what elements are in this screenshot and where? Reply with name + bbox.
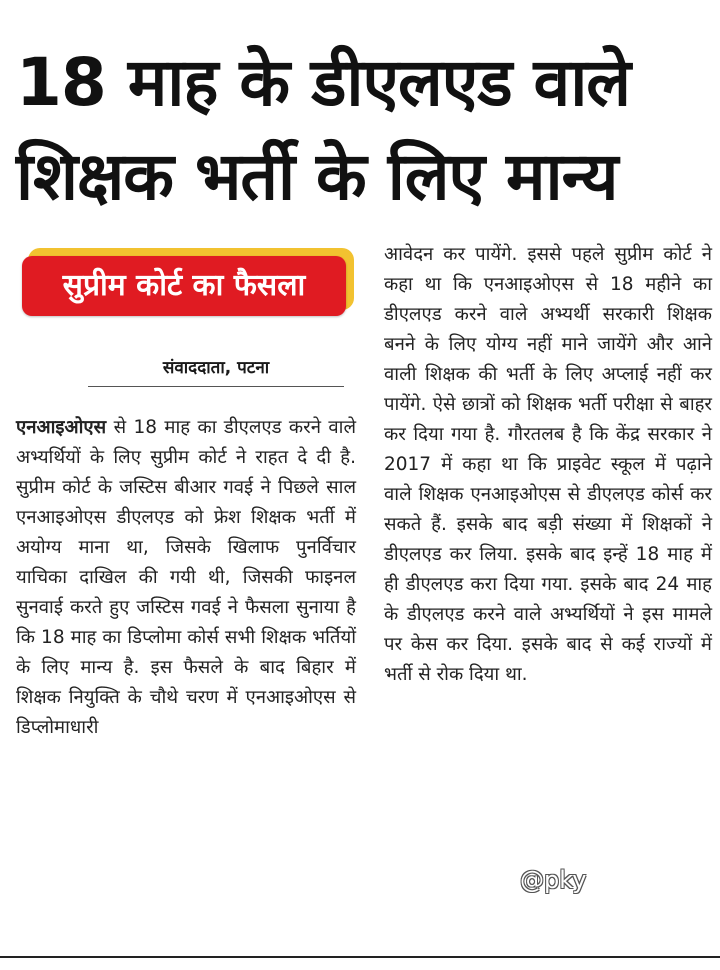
left-column <box>16 244 356 743</box>
article-text-right: आवेदन कर पायेंगे. इससे पहले सुप्रीम कोर्ट ने कहा था कि एनआइओएस से 18 महीने का डीएलएड करने वाले अभ्यर्थी सरकारी शिक्षक बनने के लिए योग्य नहीं माने जायेंगे और आने वाली शिक्षक की भर्ती के लिए अप्लाई नहीं कर पायेंगे. ऐसे छात्रों को शिक्षक भर्ती परीक्षा से बाहर कर दिया गया है. गौरतलब है कि केंद्र सरकार ने 2017 में कहा था कि प्राइवेट स्कूल में पढ़ाने वाले शिक्षक एनआइओएस से डीएलएड कोर्स कर सकते हैं. इसके बाद बड़ी संख्या में शिक्षकों ने डीएलएड कर लिया. इसके बाद इन्हें 18 माह में ही डीएलएड करा दिया गया. इसके बाद 24 माह के डीएलएड करने वाले अभ्यर्थियों ने इस मामले पर केस कर दिया. इसके बाद से कई राज्यों में भर्ती से रोक दिया था. <box>384 244 712 685</box>
article-text-left: से 18 माह का डीएलएड करने वाले अभ्यर्थियों के लिए सुप्रीम कोर्ट ने राहत दे दी है. सुप्रीम कोर्ट के जस्टिस बीआर गवई ने पिछले साल एनआइओएस डीएलएड को फ्रेश शिक्षक भर्ती में अयोग्य माना था, जिसके खिलाफ पुनर्विचार याचिका दाखिल की गयी थी, जिसकी फाइनल सुनवाई करते हुए जस्टिस गवई ने फैसला सुनाया है कि 18 माह का डिप्लोमा कोर्स सभी शिक्षक भर्तियों के लिए मान्य है. इस फैसले के बाद बिहार में शिक्षक नियुक्ति के चौथे चरण में एनआइओएस से डिप्लोमाधारी <box>16 417 356 738</box>
kicker-label: सुप्रीम कोर्ट का फैसला <box>62 268 306 303</box>
article-body-left <box>16 413 356 743</box>
watermark: @pky <box>520 866 587 894</box>
headline-line-1: 18 माह के डीएलएड वाले <box>16 44 631 121</box>
byline: संवाददाता, पटना <box>162 358 270 378</box>
bottom-rule <box>0 956 720 958</box>
article-body-right <box>384 240 712 690</box>
right-column <box>384 240 712 690</box>
kicker-label-box <box>22 256 346 316</box>
headline-line-2: शिक्षक भर्ती के लिए मान्य <box>16 138 618 215</box>
headline <box>16 36 708 224</box>
byline-divider <box>88 386 344 387</box>
lead-word: एनआइओएस <box>16 417 107 438</box>
kicker-box <box>16 244 356 330</box>
